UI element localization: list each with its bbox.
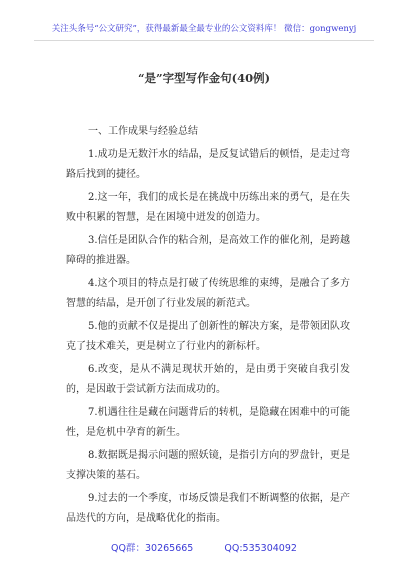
paragraph-5: 5.他的贡献不仅是提出了创新性的解决方案，是带领团队攻克了技术难关，更是树立了行业内的新标杆。: [66, 320, 350, 352]
paragraph-1: 1.成功是无数汗水的结晶，是反复试错后的顿悟，是走过弯路后找到的捷径。: [66, 148, 350, 180]
header-note: 关注头条号“公文研究”，获得最新最全最专业的公文资料库！ 微信：gongwenyj: [51, 24, 357, 34]
paragraph-3: 3.信任是团队合作的粘合剂，是高效工作的催化剂，是跨越障碍的推进器。: [66, 234, 350, 266]
paragraph-7: 7.机遇往往是藏在问题背后的转机，是隐藏在困难中的可能性，是危机中孕育的新生。: [66, 406, 350, 438]
paragraph-6: 6.改变，是从不满足现状开始的，是由勇于突破自我引发的，是因敢于尝试新方法而成功的。: [66, 363, 350, 395]
header-divider: [34, 40, 374, 41]
footer-qq-group: QQ群：30265665: [111, 543, 194, 554]
document-body: [66, 122, 350, 532]
paragraph-4: 4.这个项目的特点是打破了传统思维的束缚，是融合了多方智慧的结晶，是开创了行业发展的新范式。: [66, 277, 350, 309]
paragraph-9: 9.过去的一个季度，市场反馈是我们不断调整的依据，是产品迭代的方向，是战略优化的指南。: [66, 492, 350, 524]
footer-qq-number: QQ:535304092: [224, 543, 297, 554]
document-title: “是”字型写作金句(40例): [137, 71, 271, 85]
paragraph-2: 2.这一年，我们的成长是在挑战中历练出来的勇气，是在失败中积累的智慧，是在困境中迸发的创造力。: [66, 191, 350, 223]
paragraph-8: 8.数据既是揭示问题的照妖镜，是指引方向的罗盘针，更是支撑决策的基石。: [66, 449, 350, 481]
footer-contact: [0, 540, 408, 554]
section-heading: 一、工作成果与经验总结: [88, 126, 198, 137]
